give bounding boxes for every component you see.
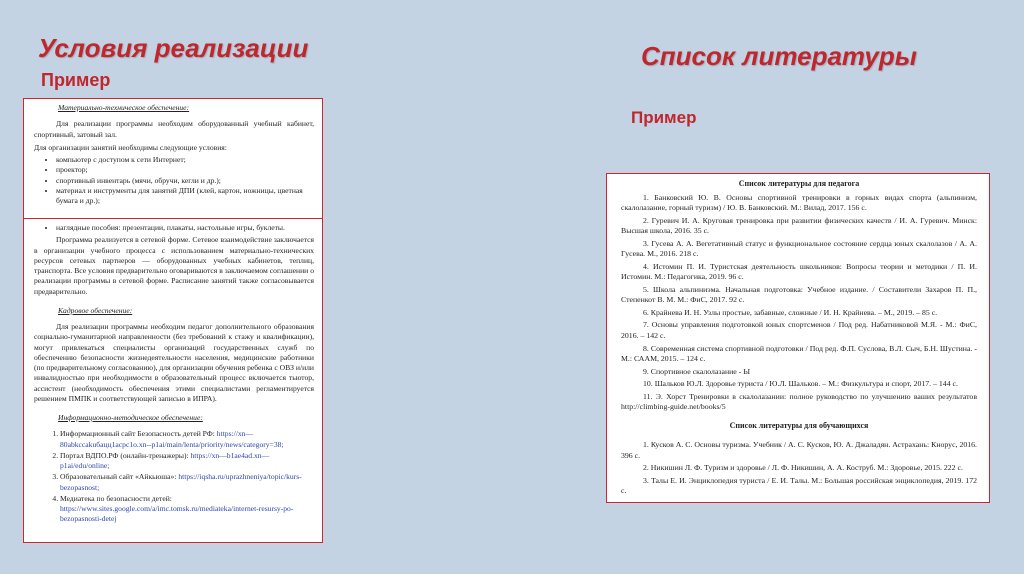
list-item: • проектор; [56,165,314,175]
reference-item: 2. Гуревич И. А. Круговая тренировка при развитии физических качеств / И. А. Гуревич. Минск: Высшая школа, 2016. 35 с. [621,215,977,236]
material-paragraph: Для реализации программы необходим оборудованный учебный кабинет, спортивный, затовый зал. [34,119,314,139]
staff-heading: Кадровое обеспечение: [58,305,133,315]
reference-item: 4. Истомин П. И. Туристская деятельность школьников: Вопросы теории и методики / П. И. Истомин. М.: Педагогика, 2019. 96 с. [621,261,977,282]
students-list-heading: Список литературы для обучающихся [729,420,869,430]
conditions-intro: Для организации занятий необходимы следующие условия: [34,142,227,152]
reference-item: 1. Кусков А. С. Основы туризма. Учебник / А. С. Кусков, Ю. А. Джаладян. Астрахань: Кнорус, 2016. 396 с. [621,440,977,460]
reference-item: 7. Основы управления подготовкой юных спортсменов / Под ред. Набатниковой М.Я. - М.: ФиС, 2016. – 142 с. [621,320,977,340]
right-example-label: Пример [631,108,697,127]
reference-item: 9. Спортивное скалолазание - Ы [643,366,751,376]
reference-item: 5. Школа альпиниэма. Начальная подготовка: Учебное издание. / Составители Захаров П. П., Степенкот В. М. М.: ФиС, 2017. 92 с. [621,284,977,305]
info-heading: Информационно-методическое обеспечение: [58,413,203,422]
right-slide-title: Список литературы [641,41,917,71]
reference-item: 11. Э. Хорст Тренировки в скалолазании: полное руководство по улучшению ваших результатов http://climbing-guide.net/books/5 [621,391,977,412]
resource-label: Портал ВДПО.РФ (онлайн-тренажеры): [60,450,191,460]
list-item: • компьютер с доступом к сети Интернет; [56,155,314,165]
list-item: • спортивный инвентарь (мячи, обручи, кегли и др.); [56,176,314,186]
reference-item: 3. Гусева А. А. Вегетативный статус и функциональное состояние сердца юных скалолазов / А. А. Гусева. М., 2016. 218 с. [621,238,977,259]
resource-link[interactable]: https://xn—80abkccakuбацц1аcpc1о.xn--p1ai/main/lenta/priority/news/category=38; [60,429,284,449]
conditions-list [34,155,314,206]
list-item [60,494,314,525]
network-paragraph: Программа реализуется в сетевой форме. Сетевое взаимодействие заключается в организации учебного процесса с использованием материально-технических ресурсов сетевых партнеров — оборудованных учебных кабинетов, теплиц, транспорта. Все условия предварительно оговариваются в заключаемом соглашении о реализации программы в сетевой форме. Расписание занятий также согласовывается предварительно. [34,235,314,296]
teacher-list-heading: Список литературы для педагога [738,179,860,188]
info-resources-list [34,429,314,524]
reference-item: 1. Банковский Ю. В. Основы спортивной тренировки в горных видах спорта (альпинизм, скалолазание, горный туризм) / Ю. В. Банковский. М.: Вилад, 2017. 156 с. [621,192,977,213]
staff-paragraph: Для реализации программы необходим педагог дополнительного образования социально-гуманитарной направленности (без требований к стажу и квалификации), могут привлекаться специалисты организаций государственных служб по обеспечению безопасности жизнедеятельности населения, медицинские работники (по предварительному согласованию), для организации обучения ребенка с ОВЗ и/или инвалидностью при необходимости в образовательный процесс включается тьютор, ассистент (необходимость обеспечения этими специалистами регламентируется решением ПМПК и соответствующей записью в ИПРА). [34,322,314,403]
resource-link[interactable]: https://xn—b1ae4ad.xn—p1ai/edu/online; [60,450,270,470]
reference-item: 3. Талы Е. И. Энциклопедия туриста / Е. И. Талы. М.: Большая российская энциклопедия, 2019. 172 с. [621,475,977,496]
list-item [60,451,314,472]
list-item: • наглядные пособия: презентации, плакаты, настольные игры, буклеты. [56,223,314,233]
list-item [60,429,314,450]
reference-item: 8. Современная система спортивной подготовки / Под ред. Ф.П. Суслова, В.Л. Сыч, Б.Н. Шустина. - М.: СААМ, 2015. – 124 с. [621,343,977,364]
material-heading: Материально-техническое обеспечение: [58,103,190,112]
reference-item: 2. Никишин Л. Ф. Туризм и здоровье / Л. Ф. Никишин, А. А. Коструб. М.: Здоровье, 2015. 222 с. [643,463,963,473]
staffing-info-excerpt [23,218,323,543]
visual-aids-list [34,223,314,233]
material-conditions-excerpt [23,98,323,219]
left-slide-title: Условия реализации [38,33,309,63]
reference-item: 10. Шальков Ю.Л. Здоровье туриста / Ю.Л. Шальков. – М.: Физкультура и спорт, 2017. – 144 с. [643,379,958,389]
resource-label: Образовательный сайт «Айкьюша»: [60,472,179,482]
reference-item: 6. Крайнева И. Н. Узлы простые, забавные, сложные / И. Н. Крайнева. – М., 2019. – 85 с. [643,307,938,317]
list-item: • материал и инструменты для занятий ДПИ (клей, картон, ножницы, цветная бумага и др.); [56,186,314,207]
resource-label: Информационный сайт Безопасность детей РФ: [60,429,217,439]
list-item [60,472,314,493]
resource-link[interactable]: https://www.sites.google.com/a/imc.tomsk.ru/mediateka/internet-resursy-po-bezopasnosti-detej [60,504,294,524]
resource-label: Медиатека по безопасности детей: [60,493,172,503]
left-example-label: Пример [41,70,111,90]
bibliography-excerpt [606,173,990,503]
resource-link[interactable]: https://iqsha.ru/uprazhneniya/topic/kurs-bezopasnost; [60,472,302,492]
